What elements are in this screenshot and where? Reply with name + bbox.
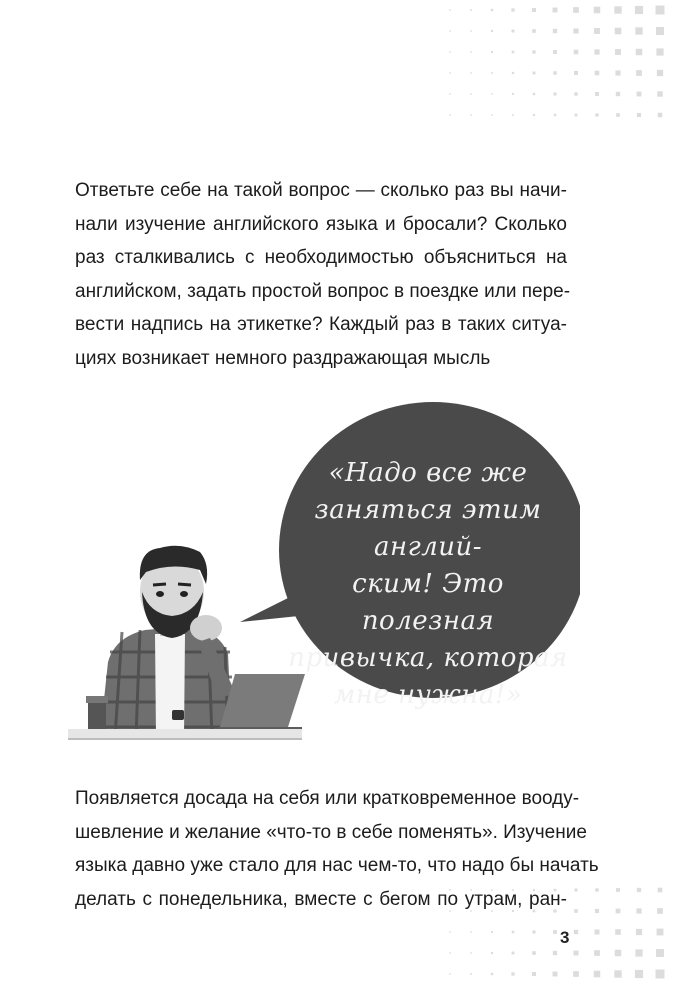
decor-dot <box>553 71 556 74</box>
page-number: 3 <box>560 928 570 947</box>
decor-dot <box>594 971 601 978</box>
decor-dot <box>574 930 578 934</box>
decor-dot <box>637 113 641 117</box>
paragraph-intro <box>75 174 571 375</box>
decor-dot <box>533 72 536 75</box>
speech-bubble-text <box>283 455 573 714</box>
text-line: Появляется досада на себя или кратковременное вооду- <box>75 788 580 809</box>
decor-dot <box>491 931 493 933</box>
decor-dot <box>491 114 493 116</box>
decor-dot <box>491 51 493 53</box>
decor-dot <box>594 7 601 14</box>
decor-dot <box>533 93 535 95</box>
decor-dot <box>491 93 493 95</box>
text-line: языка давно уже стало для нас чем-то, что надо бы начать <box>75 855 599 876</box>
decor-dot <box>635 6 643 14</box>
decor-dot <box>575 889 578 892</box>
decor-dot <box>511 8 514 11</box>
decor-dot <box>553 29 557 33</box>
decor-dot <box>449 114 451 116</box>
bubble-line: ским! Это полезная <box>352 569 504 636</box>
decor-dot <box>512 51 515 54</box>
decor-dot <box>491 973 493 975</box>
text-line: английском, задать простой вопрос в поездке или пере- <box>75 280 571 302</box>
decor-dot <box>512 30 515 33</box>
bubble-line: привычка, которая <box>288 643 568 673</box>
decor-dot <box>533 114 535 116</box>
decor-dot <box>532 951 536 955</box>
decor-dot <box>470 952 472 954</box>
decor-dot <box>512 114 514 116</box>
decor-dot <box>595 92 599 96</box>
text-line: циях возникает немного раздражающая мысль <box>75 347 491 369</box>
decor-dot <box>594 950 600 956</box>
decor-dot <box>615 929 621 935</box>
decor-dot <box>573 971 579 977</box>
decor-dot <box>512 952 515 955</box>
decor-dot <box>636 49 643 56</box>
decor-dot <box>635 27 642 34</box>
decor-dot <box>636 70 642 76</box>
paragraph-continuation <box>75 782 599 916</box>
decor-dot <box>553 50 557 54</box>
decor-dot <box>470 931 472 933</box>
decor-dot <box>595 71 600 76</box>
decor-dot <box>656 6 665 15</box>
decor-dot <box>658 113 663 118</box>
text-line: раз сталкивались с необходимостью объясниться на <box>75 247 567 268</box>
decor-dot <box>512 72 514 74</box>
decor-dot <box>574 909 578 913</box>
decor-dot <box>594 28 600 34</box>
decor-dot <box>573 950 578 955</box>
decor-dot <box>573 28 578 33</box>
decor-dot <box>656 949 664 957</box>
decor-dot <box>637 888 641 892</box>
decor-dot <box>470 51 472 53</box>
decor-dot <box>574 50 579 55</box>
text-line: вести надпись на этикетке? Каждый раз в таких ситуа- <box>75 314 567 335</box>
decor-dot <box>614 6 621 13</box>
decor-dot <box>594 49 599 54</box>
decor-dot <box>657 908 663 914</box>
decor-dot <box>595 113 598 116</box>
decor-dot <box>491 952 493 954</box>
decor-dot <box>470 72 472 74</box>
bubble-line: «Надо все же <box>328 458 528 488</box>
decor-dot <box>635 970 643 978</box>
decor-dot <box>449 973 451 975</box>
decor-dot <box>616 888 620 892</box>
decor-dot <box>636 908 641 913</box>
decor-dot <box>658 888 663 893</box>
decor-dot <box>575 114 578 117</box>
decor-dot <box>512 931 514 933</box>
decor-dot <box>554 114 556 116</box>
bubble-line: мне нужна!» <box>333 680 523 710</box>
text-line: делать с понедельника, вместе с бегом по утрам, ран- <box>75 888 567 910</box>
decor-dot <box>449 931 451 933</box>
decor-dot <box>636 929 642 935</box>
decor-dot <box>553 930 557 934</box>
decor-dot <box>615 950 621 956</box>
decor-dot <box>512 93 514 95</box>
decor-dot <box>595 930 600 935</box>
decor-dot <box>554 93 557 96</box>
decor-dot <box>657 70 663 76</box>
desk <box>68 729 302 740</box>
coffee-cup <box>86 696 108 729</box>
decor-dot <box>615 28 622 35</box>
decor-dot <box>491 9 493 11</box>
decor-dot <box>635 949 642 956</box>
text-line: нали изучение английского языка и бросали? Сколько <box>75 213 567 235</box>
decor-dot <box>470 93 472 95</box>
decor-dot <box>656 48 663 55</box>
decor-dot <box>656 27 664 35</box>
decor-dot <box>470 973 472 975</box>
decor-dot <box>574 71 578 75</box>
decor-dot <box>532 930 535 933</box>
decor-dot <box>615 70 620 75</box>
decor-dot <box>615 49 621 55</box>
text-line: Ответьте себе на такой вопрос — сколько раз вы начи- <box>75 180 567 201</box>
decor-dot <box>553 8 558 13</box>
decor-dot <box>657 91 662 96</box>
decor-dot <box>470 114 472 116</box>
decor-dot <box>656 970 665 979</box>
decor-dot <box>470 9 472 11</box>
decor-dot <box>449 9 451 11</box>
decor-dot <box>573 7 579 13</box>
decor-dot <box>449 30 451 32</box>
decor-dot <box>532 8 536 12</box>
decor-dot <box>532 972 536 976</box>
decor-dot <box>532 29 536 33</box>
decor-dot <box>491 30 493 32</box>
decor-dot <box>553 951 557 955</box>
dot-grid-top <box>440 0 670 140</box>
decor-dot <box>595 909 599 913</box>
decor-dot <box>657 929 664 936</box>
decor-dot <box>449 93 451 95</box>
decor-dot <box>614 970 621 977</box>
bubble-line: заняться этим англий- <box>314 495 542 562</box>
decor-dot <box>616 92 620 96</box>
decor-dot <box>553 972 558 977</box>
text-line: шевление и желание «что-то в себе поменять». Изучение <box>75 821 587 843</box>
decor-dot <box>449 51 451 53</box>
decor-dot <box>595 888 598 891</box>
decor-dot <box>532 50 535 53</box>
decor-dot <box>491 72 493 74</box>
man-figure <box>100 546 235 737</box>
decor-dot <box>616 113 620 117</box>
decor-dot <box>449 72 451 74</box>
decor-dot <box>470 30 472 32</box>
decor-dot <box>511 972 514 975</box>
decor-dot <box>574 92 577 95</box>
decor-dot <box>637 92 642 97</box>
decor-dot <box>616 909 621 914</box>
decor-dot <box>449 952 451 954</box>
